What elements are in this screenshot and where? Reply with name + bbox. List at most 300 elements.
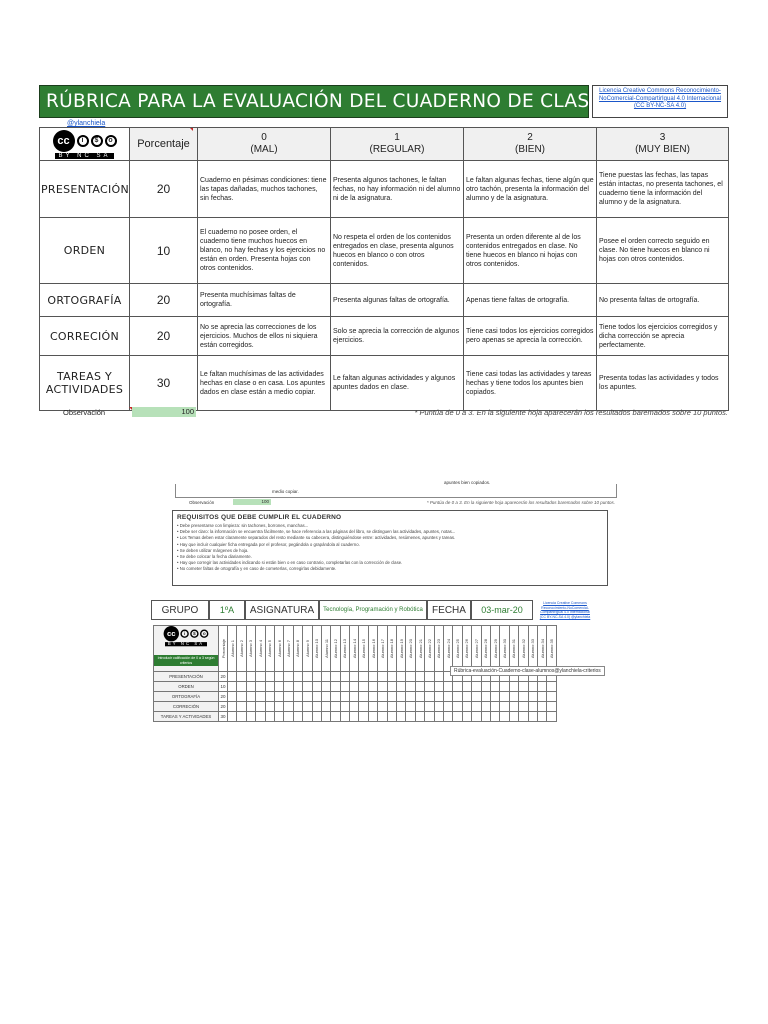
student-name: Alumno 26	[464, 638, 470, 659]
cc-icon: cc	[53, 130, 75, 152]
grade-cell[interactable]	[481, 692, 490, 702]
grade-cell[interactable]	[284, 692, 293, 702]
grade-cell[interactable]	[509, 702, 518, 712]
grade-cell[interactable]	[246, 672, 255, 682]
grade-cell[interactable]	[397, 682, 406, 692]
grid-pct: 20	[219, 692, 228, 702]
date-value[interactable]: 03-mar-20	[471, 600, 533, 620]
grade-cell[interactable]	[228, 702, 237, 712]
student-name: Alumno 1	[229, 640, 235, 657]
grading-instruction: Introducir calificación de 0 a 3 según criterios	[154, 655, 218, 666]
grade-cell[interactable]	[350, 672, 359, 682]
student-name: Alumno 10	[314, 638, 320, 659]
grade-cell[interactable]	[350, 682, 359, 692]
grade-cell[interactable]	[350, 702, 359, 712]
grade-cell[interactable]	[453, 712, 462, 722]
grade-cell[interactable]	[443, 682, 452, 692]
preview-observation-total: 100	[233, 499, 271, 505]
student-name: Alumno 31	[511, 638, 517, 659]
grade-cell[interactable]	[340, 682, 349, 692]
grade-cell[interactable]	[256, 672, 265, 682]
grade-cell[interactable]	[425, 712, 434, 722]
preview-observation-row	[175, 499, 615, 507]
grade-cell[interactable]	[434, 672, 443, 682]
preview-thumbnail	[139, 480, 639, 725]
grade-cell[interactable]	[481, 682, 490, 692]
grade-cell[interactable]	[331, 712, 340, 722]
student-header	[246, 626, 255, 672]
grade-cell[interactable]	[274, 682, 283, 692]
grade-cell[interactable]	[472, 702, 481, 712]
grade-cell[interactable]	[256, 702, 265, 712]
grade-cell[interactable]	[406, 702, 415, 712]
grade-cell[interactable]	[443, 702, 452, 712]
student-header	[274, 626, 283, 672]
grade-cell[interactable]	[359, 712, 368, 722]
requirement-item: • Los Temas deben estar claramente separados del resto mediante su cabecera, distinguiéndose entre: actividades, resúmenes, apuntes y tareas.	[177, 535, 456, 541]
grade-cell[interactable]	[443, 692, 452, 702]
grade-cell[interactable]	[397, 712, 406, 722]
grade-cell[interactable]	[340, 702, 349, 712]
by-icon: i	[77, 135, 89, 147]
grade-cell[interactable]	[537, 702, 546, 712]
grade-cell[interactable]	[256, 692, 265, 702]
nc-icon: $	[190, 630, 198, 638]
student-name: Alumno 9	[304, 640, 310, 657]
grade-cell[interactable]	[368, 692, 377, 702]
grade-cell[interactable]	[462, 692, 471, 702]
license-small-link[interactable]: Licencia Creative Commons Reconocimiento-NoComercial-CompartirIgual 4.0 Internacional (CC BY-NC-SA 4.0) @ylanchiela	[539, 601, 591, 619]
subject-value[interactable]: Tecnología, Programación y Robótica	[319, 600, 427, 620]
grade-cell[interactable]	[434, 682, 443, 692]
grade-cell[interactable]	[265, 712, 274, 722]
grade-cell[interactable]	[425, 692, 434, 702]
grade-cell[interactable]	[453, 682, 462, 692]
grade-cell[interactable]	[397, 702, 406, 712]
grade-cell[interactable]	[490, 702, 499, 712]
grade-cell[interactable]	[246, 712, 255, 722]
student-header	[237, 626, 246, 672]
requirements-list	[177, 523, 603, 573]
group-info-bar	[151, 600, 631, 620]
student-name: Alumno 12	[332, 638, 338, 659]
grade-cell[interactable]	[490, 712, 499, 722]
requirements-box	[172, 510, 608, 586]
student-header	[481, 626, 490, 672]
descriptor-cell: Tiene casi todos los ejercicios corregidos pero apenas se aprecia la corrección.	[464, 317, 597, 356]
student-name: Alumno 2	[239, 640, 245, 657]
grade-cell[interactable]	[246, 682, 255, 692]
student-header	[359, 626, 368, 672]
student-header	[321, 626, 330, 672]
grid-row	[154, 692, 557, 702]
grade-cell[interactable]	[246, 702, 255, 712]
grade-cell[interactable]	[490, 682, 499, 692]
level-header-0	[198, 128, 331, 161]
descriptor-cell: Presenta algunos tachones, le faltan fechas, no hay información ni del alumno ni de la asignatura.	[331, 161, 464, 218]
grade-cell[interactable]	[406, 692, 415, 702]
rubric-title: RÚBRICA PARA LA EVALUACIÓN DEL CUADERNO DE CLASE	[46, 91, 602, 112]
grade-cell[interactable]	[368, 702, 377, 712]
criterion-cell: ORDEN	[40, 218, 130, 284]
grade-cell[interactable]	[256, 682, 265, 692]
grade-cell[interactable]	[462, 682, 471, 692]
grade-cell[interactable]	[265, 682, 274, 692]
grade-cell[interactable]	[425, 682, 434, 692]
rubric-row-orden	[40, 218, 729, 284]
student-header	[406, 626, 415, 672]
student-header	[434, 626, 443, 672]
grade-cell[interactable]	[340, 672, 349, 682]
student-header	[500, 626, 509, 672]
student-header	[331, 626, 340, 672]
grade-cell[interactable]	[237, 682, 246, 692]
student-header	[397, 626, 406, 672]
grade-cell[interactable]	[406, 682, 415, 692]
student-name: Alumno 34	[539, 638, 545, 659]
level-name: (BIEN)	[515, 144, 545, 155]
grade-cell[interactable]	[321, 712, 330, 722]
grade-cell[interactable]	[490, 692, 499, 702]
grade-cell[interactable]	[537, 682, 546, 692]
rubric-row-correcion	[40, 317, 729, 356]
group-label: GRUPO	[151, 600, 209, 620]
grade-cell[interactable]	[284, 712, 293, 722]
rubric-row-ortografia	[40, 284, 729, 317]
student-header	[490, 626, 499, 672]
grade-cell[interactable]	[528, 712, 537, 722]
student-name: Alumno 7	[286, 640, 292, 657]
grade-cell[interactable]	[378, 712, 387, 722]
grade-cell[interactable]	[321, 692, 330, 702]
scoring-footnote: * Puntúa de 0 a 3. En la siguiente hoja aparecerán los resultados baremados sobre 10 puntos.	[414, 408, 728, 417]
student-name: Alumno 24	[445, 638, 451, 659]
grade-cell[interactable]	[359, 672, 368, 682]
grade-cell[interactable]	[237, 692, 246, 702]
student-name: Alumno 30	[502, 638, 508, 659]
student-name: Alumno 5	[267, 640, 273, 657]
grade-cell[interactable]	[509, 712, 518, 722]
grid-pct: 30	[219, 712, 228, 722]
student-name: Alumno 11	[323, 639, 329, 658]
grade-cell[interactable]	[284, 702, 293, 712]
grade-cell[interactable]	[274, 672, 283, 682]
grade-cell[interactable]	[387, 712, 396, 722]
descriptor-cell: Presenta todas las actividades y todos los apuntes.	[597, 356, 729, 411]
criterion-cell: PRESENTACIÓN	[40, 161, 130, 218]
grade-cell[interactable]	[434, 712, 443, 722]
requirement-item: • Se debe colocar la fecha diariamente.	[177, 554, 252, 560]
grade-cell[interactable]	[547, 692, 556, 702]
student-header	[228, 626, 237, 672]
descriptor-cell: Tiene casi todas las actividades y tareas hechas y tiene todos los apuntes bien copiados.	[464, 356, 597, 411]
descriptor-cell: Presenta muchísimas faltas de ortografía.	[198, 284, 331, 317]
grade-cell[interactable]	[519, 712, 528, 722]
grade-cell[interactable]	[537, 692, 546, 702]
cc-license-logo	[40, 128, 130, 161]
grade-cell[interactable]	[415, 672, 424, 682]
descriptor-cell: El cuaderno no posee orden, el cuaderno tiene muchos huecos en blanco, no hay fechas y los ejercicios no están en orden. Presenta hojas con otros contenidos.	[198, 218, 331, 284]
grade-cell[interactable]	[303, 702, 312, 712]
grade-cell[interactable]	[378, 682, 387, 692]
by-icon: i	[180, 630, 188, 638]
student-name: Alumno 14	[351, 638, 357, 659]
grade-cell[interactable]	[528, 682, 537, 692]
grade-cell[interactable]	[274, 702, 283, 712]
comment-marker	[190, 128, 193, 131]
descriptor-cell: Presenta un orden diferente al de los contenidos entregados en clase. No tiene huecos en blanco ni hojas con otros contenidos.	[464, 218, 597, 284]
grade-cell[interactable]	[415, 692, 424, 702]
grade-cell[interactable]	[359, 702, 368, 712]
grade-cell[interactable]	[321, 702, 330, 712]
student-header	[350, 626, 359, 672]
student-header	[472, 626, 481, 672]
grade-cell[interactable]	[331, 702, 340, 712]
requirement-item: • No cometer faltas de ortografía y en caso de cometerlas, corregirlas debidamente.	[177, 566, 337, 572]
level-header-2	[464, 128, 597, 161]
grade-cell[interactable]	[256, 712, 265, 722]
grade-cell[interactable]	[321, 672, 330, 682]
percentage-header: Porcentaje	[130, 128, 198, 161]
grade-cell[interactable]	[303, 692, 312, 702]
grade-cell[interactable]	[443, 712, 452, 722]
grade-cell[interactable]	[312, 672, 321, 682]
descriptor-cell: No se aprecia las correcciones de los ejercicios. Muchos de ellos ni siquiera están corregidos.	[198, 317, 331, 356]
grade-cell[interactable]	[368, 682, 377, 692]
grade-cell[interactable]	[406, 712, 415, 722]
grade-cell[interactable]	[415, 682, 424, 692]
grade-cell[interactable]	[331, 682, 340, 692]
grade-cell[interactable]	[387, 702, 396, 712]
student-name: Alumno 29	[492, 638, 498, 659]
rubric-title-bar	[39, 85, 602, 118]
student-header	[537, 626, 546, 672]
level-number: 0	[261, 132, 267, 143]
grade-cell[interactable]	[378, 672, 387, 682]
grade-cell[interactable]	[312, 702, 321, 712]
grade-cell[interactable]	[293, 682, 302, 692]
preview-table-fragment	[175, 480, 617, 498]
student-name: Alumno 23	[436, 638, 442, 659]
descriptor-cell: Presenta algunas faltas de ortografía.	[331, 284, 464, 317]
observation-row	[39, 407, 728, 418]
grade-cell[interactable]	[378, 692, 387, 702]
grade-cell[interactable]	[528, 692, 537, 702]
grade-cell[interactable]	[350, 712, 359, 722]
grade-cell[interactable]	[237, 672, 246, 682]
descriptor-cell: Cuaderno en pésimas condiciones: tiene las tapas dañadas, muchos tachones, sin fechas.	[198, 161, 331, 218]
grade-cell[interactable]	[537, 712, 546, 722]
grade-cell[interactable]	[284, 682, 293, 692]
grade-cell[interactable]	[265, 702, 274, 712]
grade-cell[interactable]	[331, 692, 340, 702]
level-header-3	[597, 128, 729, 161]
grade-cell[interactable]	[528, 702, 537, 712]
student-header	[368, 626, 377, 672]
grade-cell[interactable]	[387, 672, 396, 682]
percentage-cell[interactable]: 10	[130, 218, 198, 284]
student-name: Alumno 3	[248, 640, 254, 657]
descriptor-cell: Le faltan algunas fechas, tiene algún que otro tachón, presenta la información del alumno y de la asignatura.	[464, 161, 597, 218]
preview-footnote: * Puntúa de 0 a 3. En la siguiente hoja aparecerán los resultados baremados sobre 10 puntos.	[426, 500, 615, 505]
grade-cell[interactable]	[293, 712, 302, 722]
grade-cell[interactable]	[472, 692, 481, 702]
level-header-1	[331, 128, 464, 161]
grade-cell[interactable]	[368, 712, 377, 722]
observation-total[interactable]: 100	[132, 407, 196, 417]
grade-cell[interactable]	[481, 712, 490, 722]
grade-cell[interactable]	[284, 672, 293, 682]
student-header	[303, 626, 312, 672]
student-name: Alumno 27	[473, 638, 479, 659]
student-header	[462, 626, 471, 672]
grade-cell[interactable]	[406, 672, 415, 682]
grade-cell[interactable]	[378, 702, 387, 712]
grade-cell[interactable]	[462, 712, 471, 722]
group-value[interactable]: 1ºA	[209, 600, 245, 620]
percentage-cell[interactable]: 20	[130, 284, 198, 317]
grade-cell[interactable]	[387, 692, 396, 702]
grade-cell[interactable]	[359, 682, 368, 692]
student-header	[453, 626, 462, 672]
grade-cell[interactable]	[340, 712, 349, 722]
rubric-table	[39, 127, 729, 411]
grade-cell[interactable]	[387, 682, 396, 692]
grade-cell[interactable]	[274, 692, 283, 702]
grade-cell[interactable]	[331, 672, 340, 682]
grade-cell[interactable]	[265, 672, 274, 682]
grade-cell[interactable]	[415, 712, 424, 722]
grade-cell[interactable]	[237, 702, 246, 712]
grid-criterion: ORDEN	[154, 682, 219, 692]
grid-pct: 20	[219, 672, 228, 682]
grade-cell[interactable]	[519, 702, 528, 712]
descriptor-cell: Solo se aprecia la corrección de algunos ejercicios.	[331, 317, 464, 356]
grade-cell[interactable]	[303, 712, 312, 722]
grid-criterion: CORRECIÓN	[154, 702, 219, 712]
grade-cell[interactable]	[500, 692, 509, 702]
grade-cell[interactable]	[472, 682, 481, 692]
grade-cell[interactable]	[481, 702, 490, 712]
grade-cell[interactable]	[397, 672, 406, 682]
grade-cell[interactable]	[500, 712, 509, 722]
grade-cell[interactable]	[293, 672, 302, 682]
descriptor-cell: No respeta el orden de los contenidos entregados en clase, presenta algunos huecos en blanco o con otros contenidos.	[331, 218, 464, 284]
cc-bar-text: BY NC SA	[55, 153, 115, 159]
grade-cell[interactable]	[340, 692, 349, 702]
grade-cell[interactable]	[425, 702, 434, 712]
file-name-tooltip: Rúbrica-evaluación-Cuaderno-clase-alumnos@ylanchiela-criterios	[450, 666, 605, 676]
grade-cell[interactable]	[547, 682, 556, 692]
student-name: Alumno 18	[389, 638, 395, 659]
grade-cell[interactable]	[547, 712, 556, 722]
grade-cell[interactable]	[228, 672, 237, 682]
grade-cell[interactable]	[500, 682, 509, 692]
requirement-item: • Hay que corregir las actividades indicando si están bien o en caso contrario, completarlas con la corrección de clase.	[177, 560, 403, 566]
grade-cell[interactable]	[415, 702, 424, 712]
grade-cell[interactable]	[303, 682, 312, 692]
grade-cell[interactable]	[462, 702, 471, 712]
grade-cell[interactable]	[509, 682, 518, 692]
percentage-cell[interactable]: 30	[130, 356, 198, 411]
level-number: 3	[659, 132, 666, 143]
student-header	[340, 626, 349, 672]
grade-cell[interactable]	[237, 712, 246, 722]
cc-bar-text: BY NC SA	[165, 642, 207, 646]
requirement-item: • Se deben utilizar márgenes de hoja.	[177, 547, 249, 553]
percentage-cell[interactable]: 20	[130, 161, 198, 218]
grid-row	[154, 702, 557, 712]
observation-label: Observación	[63, 408, 106, 417]
grid-criterion: PRESENTACIÓN	[154, 672, 219, 682]
grade-cell[interactable]	[228, 692, 237, 702]
grade-cell[interactable]	[321, 682, 330, 692]
grade-cell[interactable]	[500, 702, 509, 712]
grade-cell[interactable]	[453, 702, 462, 712]
grid-pct-header	[219, 626, 228, 672]
grade-cell[interactable]	[453, 692, 462, 702]
author-link[interactable]: @ylanchiela	[67, 120, 106, 127]
level-name: (MUY BIEN)	[635, 144, 690, 155]
criterion-cell: ORTOGRAFÍA	[40, 284, 130, 317]
grade-cell[interactable]	[293, 692, 302, 702]
grade-cell[interactable]	[350, 692, 359, 702]
grade-cell[interactable]	[265, 692, 274, 702]
percentage-cell[interactable]: 20	[130, 317, 198, 356]
grid-cc-cell	[154, 626, 219, 672]
grade-cell[interactable]	[519, 682, 528, 692]
grade-cell[interactable]	[509, 692, 518, 702]
sa-icon: o	[105, 135, 117, 147]
license-link[interactable]: Licencia Creative Commons Reconocimiento-NoComercial-CompartirIgual 4.0 Internacional (CC BY-NC-SA 4.0)	[592, 85, 728, 118]
grade-cell[interactable]	[228, 682, 237, 692]
grade-cell[interactable]	[312, 682, 321, 692]
rubric-row-presentacion	[40, 161, 729, 218]
student-header	[415, 626, 424, 672]
descriptor-cell: Apenas tiene faltas de ortografía.	[464, 284, 597, 317]
nc-icon: $	[91, 135, 103, 147]
requirement-item: • Debe presentarse con limpieza: sin tachones, borrones, manchas...	[177, 523, 309, 528]
grade-cell[interactable]	[434, 702, 443, 712]
grade-cell[interactable]	[425, 672, 434, 682]
grade-cell[interactable]	[312, 692, 321, 702]
grade-cell[interactable]	[312, 712, 321, 722]
grade-cell[interactable]	[397, 692, 406, 702]
grade-cell[interactable]	[228, 712, 237, 722]
grade-cell[interactable]	[246, 692, 255, 702]
grade-cell[interactable]	[472, 712, 481, 722]
date-label: FECHA	[427, 600, 471, 620]
level-number: 1	[394, 132, 400, 143]
level-name: (MAL)	[250, 144, 278, 155]
requirement-item: • Hay que incluir cualquier ficha entregada por el profesor, pegándola o grapándola al cuaderno.	[177, 541, 360, 547]
student-header	[519, 626, 528, 672]
grade-cell[interactable]	[368, 672, 377, 682]
descriptor-cell: Posee el orden correcto seguido en clase. No tiene huecos en blanco ni hojas con otros contenidos.	[597, 218, 729, 284]
grade-cell[interactable]	[293, 702, 302, 712]
grade-cell[interactable]	[303, 672, 312, 682]
student-name: Alumno 8	[295, 640, 301, 657]
grade-cell[interactable]	[274, 712, 283, 722]
grade-cell[interactable]	[519, 692, 528, 702]
preview-fragment-text: medio copiar.	[272, 489, 299, 494]
requirements-title: REQUISITOS QUE DEBE CUMPLIR EL CUADERNO	[177, 514, 342, 521]
student-name: Alumno 19	[398, 638, 404, 659]
grade-cell[interactable]	[434, 692, 443, 702]
grade-cell[interactable]	[359, 692, 368, 702]
grade-cell[interactable]	[547, 702, 556, 712]
grid-header-row	[154, 626, 557, 672]
